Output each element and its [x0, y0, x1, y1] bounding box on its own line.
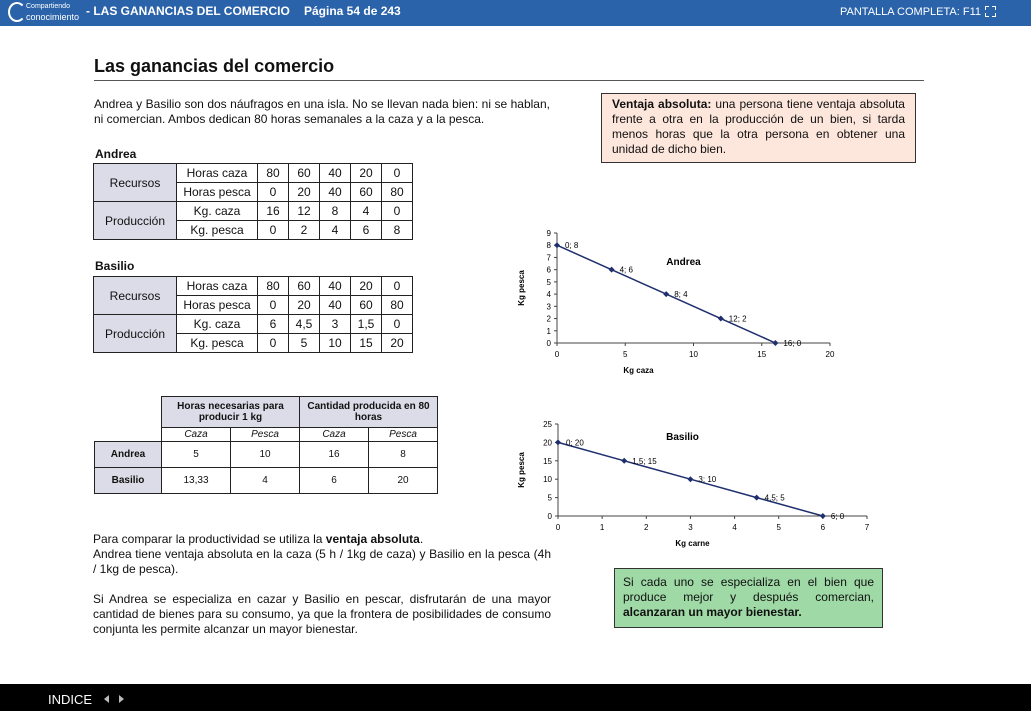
x-tick-label: 15: [757, 350, 767, 359]
table-cell: 0: [382, 164, 413, 183]
x-axis-label: Kg carne: [675, 539, 710, 548]
conclusion-p1: [93, 532, 551, 547]
x-tick-label: 1: [599, 523, 605, 532]
next-page-icon[interactable]: [119, 695, 124, 703]
table-cell: 3: [320, 315, 351, 334]
group-label: Producción: [94, 202, 177, 240]
data-label: 1,5; 15: [632, 456, 657, 466]
y-tick-label: 6: [546, 265, 551, 275]
table-cell: 4: [320, 221, 351, 240]
table-cell: 40: [320, 296, 351, 315]
table-cell: 13,33: [162, 468, 231, 494]
blank-cell: [95, 428, 162, 442]
data-label: 8; 4: [674, 290, 688, 300]
row-label: Kg. caza: [177, 202, 258, 221]
table-cell: 10: [231, 442, 300, 468]
y-tick-label: 1: [546, 326, 551, 336]
table-cell: 8: [382, 221, 413, 240]
bottom-bar: [0, 684, 1031, 711]
table-cell: 8: [369, 442, 438, 468]
table-row: [94, 277, 413, 296]
sub-header: Pesca: [369, 428, 438, 442]
table-cell: 20: [289, 296, 320, 315]
logo-c-icon: [8, 2, 26, 22]
group-label: Producción: [94, 315, 177, 353]
title-divider: [94, 80, 924, 81]
row-label: Horas caza: [177, 277, 258, 296]
table-cell: 60: [289, 164, 320, 183]
y-tick-label: 0: [547, 512, 552, 521]
y-tick-label: 20: [543, 438, 552, 448]
x-tick-label: 7: [864, 523, 870, 532]
data-label: 4; 6: [619, 265, 633, 275]
data-point: [754, 495, 760, 501]
row-header: Basilio: [95, 468, 162, 494]
index-link[interactable]: INDICE: [48, 692, 93, 707]
x-tick-label: 5: [776, 523, 781, 532]
group-label: Recursos: [94, 277, 177, 315]
andrea-table: [93, 163, 413, 240]
table-cell: 6: [258, 315, 289, 334]
table-cell: 10: [320, 334, 351, 353]
table-cell: 16: [258, 202, 289, 221]
table-row: [95, 468, 438, 494]
sub-header: Pesca: [231, 428, 300, 442]
top-bar: [0, 0, 1031, 26]
conclusion-text: [93, 532, 551, 637]
table-cell: 20: [351, 277, 382, 296]
data-point: [772, 340, 778, 346]
x-tick-label: 0: [555, 523, 561, 532]
y-tick-label: 7: [546, 253, 551, 263]
x-tick-label: 2: [644, 523, 649, 532]
table-cell: 15: [351, 334, 382, 353]
conclusion-p2: Andrea tiene ventaja absoluta en la caza (5 h / 1kg de caza) y Basilio en la pesca (4h / 1kg de pesca).: [93, 547, 551, 576]
table-cell: 4: [231, 468, 300, 494]
x-tick-label: 0: [554, 350, 560, 359]
data-point: [555, 439, 561, 445]
table-cell: 80: [258, 164, 289, 183]
table-cell: 40: [320, 183, 351, 202]
chart-title: Basilio: [666, 432, 699, 443]
data-label: 12; 2: [728, 314, 747, 324]
table-row: [95, 428, 438, 442]
data-point: [820, 513, 826, 519]
table-cell: 60: [289, 277, 320, 296]
data-label: 16; 0: [783, 339, 802, 348]
x-tick-label: 4: [732, 523, 737, 532]
y-tick-label: 8: [546, 241, 551, 251]
intro-paragraph: Andrea y Basilio son dos náufragos en una isla. No se llevan nada bien: ni se hablan, ni comercian. Ambos dedican 80 horas semanales a la caza y a la pesca.: [94, 97, 550, 126]
table-cell: 0: [382, 202, 413, 221]
conclusion-p1-bold: ventaja absoluta: [325, 532, 420, 546]
table-cell: 40: [320, 164, 351, 183]
fullscreen-icon[interactable]: [985, 6, 996, 17]
table-cell: 80: [382, 296, 413, 315]
data-point: [718, 316, 724, 322]
table-cell: 20: [382, 334, 413, 353]
y-tick-label: 5: [547, 493, 552, 503]
x-axis-label: Kg caza: [623, 366, 654, 375]
table-cell: 60: [351, 296, 382, 315]
table-cell: 20: [289, 183, 320, 202]
specialization-text: Si cada uno se especializa en el bien que produce mejor y después comercian,: [623, 575, 874, 604]
row-label: Horas pesca: [177, 296, 258, 315]
x-tick-label: 3: [688, 523, 693, 532]
data-label: 0; 8: [565, 241, 579, 251]
table-row: [94, 202, 413, 221]
table-cell: 0: [382, 315, 413, 334]
group-label: Recursos: [94, 164, 177, 202]
table-cell: 0: [258, 334, 289, 353]
x-tick-label: 20: [825, 350, 835, 359]
definition-text: una persona tiene ventaja absoluta frente a otra en la producción de un bien, si tarda menos horas que la otra persona en obtener una unidad de dicho bien.: [612, 97, 905, 156]
blank-cell: [95, 397, 162, 428]
header-quantity: Cantidad producida en 80 horas: [300, 397, 438, 428]
row-label: Kg. pesca: [177, 334, 258, 353]
y-tick-label: 4: [546, 290, 551, 300]
table-cell: 0: [258, 221, 289, 240]
x-tick-label: 6: [820, 523, 826, 532]
table-cell: 6: [300, 468, 369, 494]
data-point: [687, 476, 693, 482]
table-cell: 0: [258, 296, 289, 315]
specialization-box: [614, 568, 883, 628]
y-tick-label: 15: [543, 456, 552, 466]
table-cell: 4: [351, 202, 382, 221]
y-axis-label: Kg pesca: [517, 452, 526, 488]
chart-title: Andrea: [666, 257, 701, 268]
table-row: [95, 397, 438, 428]
table-row: [95, 442, 438, 468]
header-hours: Horas necesarias para producir 1 kg: [162, 397, 300, 428]
basilio-ppf-chart: [510, 418, 870, 558]
table-cell: 1,5: [351, 315, 382, 334]
data-label: 4,5; 5: [764, 493, 785, 503]
table-row: [94, 164, 413, 183]
basilio-table: [93, 276, 413, 353]
y-tick-label: 2: [546, 314, 551, 324]
table-cell: 20: [351, 164, 382, 183]
data-label: 6; 0: [830, 512, 845, 521]
table-cell: 0: [258, 183, 289, 202]
x-tick-label: 10: [689, 350, 698, 359]
prev-page-icon[interactable]: [104, 695, 109, 703]
table-cell: 60: [351, 183, 382, 202]
row-header: Andrea: [95, 442, 162, 468]
conclusion-p1-text: Para comparar la productividad se utiliza la: [93, 532, 326, 546]
table-cell: 16: [300, 442, 369, 468]
row-label: Horas caza: [177, 164, 258, 183]
comparison-table: [94, 396, 438, 494]
y-tick-label: 25: [543, 420, 552, 429]
y-tick-label: 3: [546, 302, 551, 312]
table-cell: 0: [382, 277, 413, 296]
definition-term: Ventaja absoluta:: [612, 97, 712, 111]
data-point: [663, 291, 669, 297]
basilio-table-title: Basilio: [95, 259, 135, 273]
definition-box: [601, 93, 916, 163]
conclusion-p1-end: .: [419, 532, 424, 546]
row-label: Horas pesca: [177, 183, 258, 202]
y-tick-label: 5: [546, 277, 551, 287]
y-axis-label: Kg pesca: [517, 270, 526, 306]
row-label: Kg. caza: [177, 315, 258, 334]
table-cell: 20: [369, 468, 438, 494]
sub-header: Caza: [300, 428, 369, 442]
section-title: - LAS GANANCIAS DEL COMERCIO: [86, 4, 290, 18]
table-cell: 6: [351, 221, 382, 240]
data-point: [554, 242, 560, 248]
data-point: [621, 458, 627, 464]
data-label: 3; 10: [698, 475, 717, 485]
table-cell: 5: [162, 442, 231, 468]
table-cell: 2: [289, 221, 320, 240]
data-label: 0; 20: [566, 438, 584, 448]
table-row: [94, 315, 413, 334]
page-indicator: Página 54 de 243: [304, 4, 401, 18]
table-cell: 80: [382, 183, 413, 202]
sub-header: Caza: [162, 428, 231, 442]
table-cell: 80: [258, 277, 289, 296]
table-cell: 8: [320, 202, 351, 221]
andrea-table-title: Andrea: [95, 147, 137, 161]
conclusion-p3: Si Andrea se especializa en cazar y Basilio en pescar, disfrutarán de una mayor cantidad de bienes para su consumo, ya que la frontera de posibilidades de consumo conjunta les permite alcanzar un mayor bienestar.: [93, 592, 551, 636]
andrea-ppf-chart: [510, 225, 840, 390]
brand-logo: [6, 1, 80, 25]
y-tick-label: 9: [546, 229, 551, 238]
x-tick-label: 5: [623, 350, 628, 359]
data-point: [609, 267, 615, 273]
table-cell: 12: [289, 202, 320, 221]
table-cell: 40: [320, 277, 351, 296]
fullscreen-hint[interactable]: PANTALLA COMPLETA: F11: [839, 6, 981, 18]
table-cell: 5: [289, 334, 320, 353]
page-title: Las ganancias del comercio: [94, 56, 335, 76]
y-tick-label: 0: [546, 339, 551, 348]
logo-line2: conocimiento: [26, 12, 80, 22]
row-label: Kg. pesca: [177, 221, 258, 240]
y-tick-label: 10: [543, 475, 552, 485]
specialization-bold: alcanzaran un mayor bienestar.: [623, 605, 802, 619]
table-cell: 4,5: [289, 315, 320, 334]
logo-line1: Compartiendo: [26, 3, 70, 10]
